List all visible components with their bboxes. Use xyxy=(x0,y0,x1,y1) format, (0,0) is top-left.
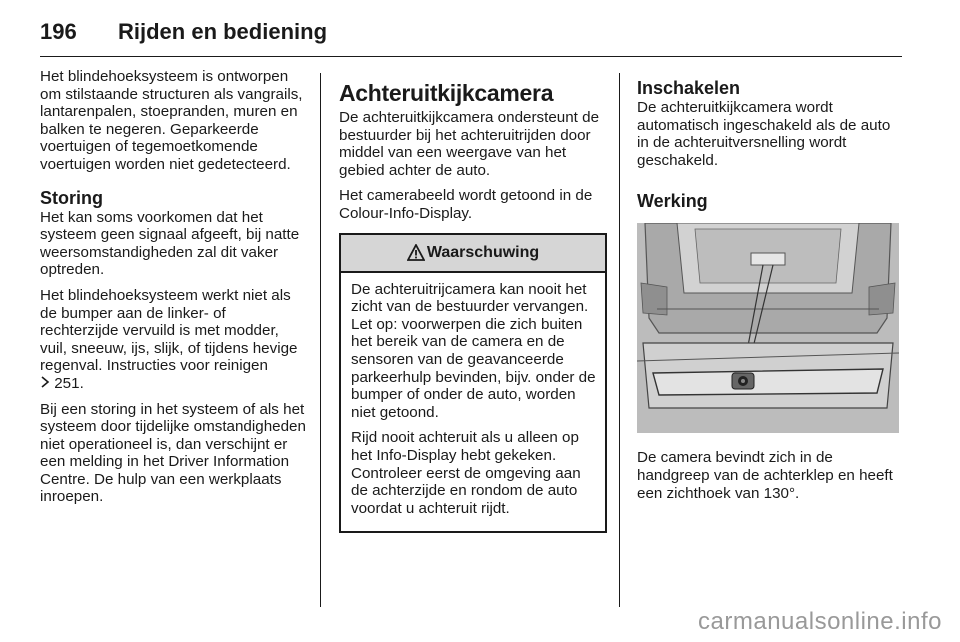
werking-heading: Werking xyxy=(637,191,708,212)
storing-paragraph-2 xyxy=(40,287,308,393)
header-divider xyxy=(40,56,902,57)
storing-paragraph-2-text: Het blindehoeksysteem werkt niet als de bumper aan de linker- of rechterzijde vervuild is met modder, vuil, sneeuw, ijs, slijk, of tijdens hevige regenval. Instructies voor reinigen xyxy=(40,286,298,375)
warning-title: Waarschuwing xyxy=(426,243,540,261)
watermark: carmanualsonline.info xyxy=(698,608,942,635)
column-divider-2 xyxy=(619,73,620,607)
camera-intro-paragraph: De achteruitkijkcamera ondersteunt de bestuurder bij het achteruitrijden door middel van een weergave van het gebied achter de auto. xyxy=(339,109,600,179)
column-3 xyxy=(637,68,905,510)
warning-body xyxy=(341,273,605,532)
warning-triangle-icon xyxy=(407,244,425,261)
warning-header xyxy=(341,235,605,273)
page-number: 196 xyxy=(40,19,77,44)
column-1 xyxy=(40,68,308,514)
warning-paragraph-1: De achteruitrijcamera kan nooit het zicht van de bestuurder vervangen. Let op: voorwerpen die zich buiten het bereik van de camera en de sensoren van de geavanceerde parkeerhulp bevinden, bijv. onder de bumper of onder de auto, worden niet getoond. xyxy=(351,280,596,421)
inschakelen-paragraph: De achteruitkijkcamera wordt automatisch ingeschakeld als de auto in de achteruitversnelling wordt geschakeld. xyxy=(637,99,891,169)
intro-paragraph: Het blindehoeksysteem is ontworpen om stilstaande structuren als vangrails, lantarenpalen, stoepranden, muren en balken te negeren. Geparkeerde voertuigen of tegemoetkomende voertuigen worden niet gedetecteerd. xyxy=(40,68,303,173)
column-2 xyxy=(339,68,607,533)
section-title: Rijden en bediening xyxy=(118,19,328,44)
page-header xyxy=(40,14,902,54)
storing-paragraph-1: Het kan soms voorkomen dat het systeem geen signaal afgeeft, bij natte weersomstandigheden zal dit vaker optreden. xyxy=(40,208,300,279)
storing-heading: Storing xyxy=(40,187,103,208)
main-heading: Achteruitkijkcamera xyxy=(339,80,554,106)
werking-paragraph: De camera bevindt zich in de handgreep van de achterklep en heeft een zichthoek van 130°. xyxy=(637,449,893,502)
page-reference-link[interactable]: 251. xyxy=(54,374,84,392)
column-divider-1 xyxy=(320,73,321,607)
storing-paragraph-3: Bij een storing in het systeem of als het systeem door tijdelijke omstandigheden niet operationeel is, dan verschijnt er een melding in het Driver Information Centre. De hulp van een werkplaats inroepen. xyxy=(40,400,306,506)
warning-paragraph-2: Rijd nooit achteruit als u alleen op het Info-Display hebt gekeken. Controleer eerst de omgeving aan de achterzijde en rondom de auto voordat u achteruit rijdt. xyxy=(351,429,581,517)
warning-box xyxy=(339,233,607,534)
rear-camera-illustration xyxy=(637,223,899,433)
page-reference-arrow-icon[interactable] xyxy=(40,375,50,392)
camera-display-paragraph: Het camerabeeld wordt getoond in de Colour-Info-Display. xyxy=(339,187,593,222)
inschakelen-heading: Inschakelen xyxy=(637,78,741,98)
